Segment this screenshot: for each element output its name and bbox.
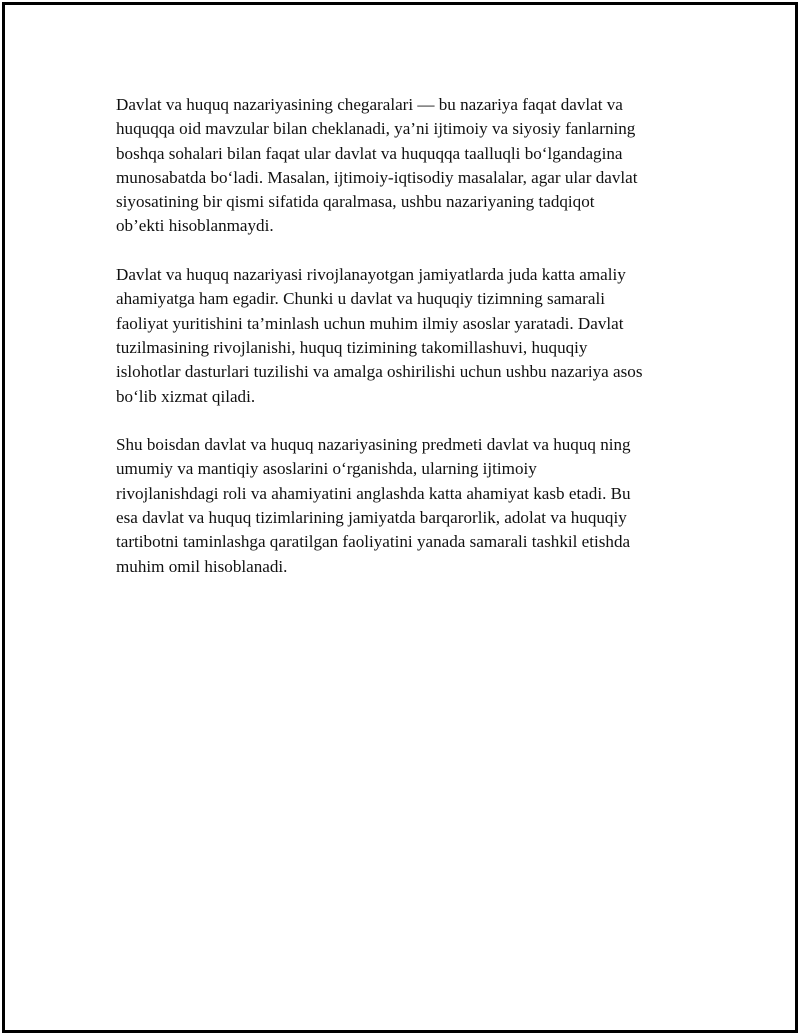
- text-line: munosabatda bo‘ladi. Masalan, ijtimoiy-iqtisodiy masalalar, agar ular davlat: [116, 167, 638, 187]
- text-line: rivojlanishdagi roli va ahamiyatini anglashda katta ahamiyat kasb etadi. Bu: [116, 483, 631, 503]
- text-line: tartibotni taminlashga qaratilgan faoliyatini yanada samarali tashkil etishda: [116, 532, 631, 552]
- text-line: siyosatining bir qismi sifatida qaralmasa, ushbu nazariyaning tadqiqot: [116, 192, 595, 212]
- paragraph-2: [116, 263, 686, 409]
- text-line: Davlat va huquq nazariyasi rivojlanayotgan jamiyatlarda juda katta amaliy: [116, 265, 626, 285]
- text-line: bo‘lib xizmat qiladi.: [116, 386, 256, 406]
- text-line: umumiy va mantiqiy asoslarini o‘rganishda, ularning ijtimoiy: [116, 459, 537, 479]
- text-line: tuzilmasining rivojlanishi, huquq tizimining takomillashuvi, huquqiy: [116, 337, 588, 357]
- paragraph-1: [116, 93, 686, 239]
- text-line: Shu boisdan davlat va huquq nazariyasining predmeti davlat va huquq ning: [116, 435, 631, 455]
- text-line: muhim omil hisoblanadi.: [116, 556, 288, 576]
- text-line: ahamiyatga ham egadir. Chunki u davlat va huquqiy tizimning samarali: [116, 289, 605, 309]
- text-line: ob’ekti hisoblanmaydi.: [116, 216, 274, 236]
- text-line: huquqqa oid mavzular bilan cheklanadi, ya’ni ijtimoiy va siyosiy fanlarning: [116, 119, 636, 139]
- paragraph-3: [116, 433, 686, 579]
- text-line: faoliyat yuritishini ta’minlash uchun muhim ilmiy asoslar yaratadi. Davlat: [116, 313, 624, 333]
- text-line: esa davlat va huquq tizimlarining jamiyatda barqarorlik, adolat va huquqiy: [116, 508, 627, 528]
- text-line: islohotlar dasturlari tuzilishi va amalga oshirilishi uchun ushbu nazariya asos: [116, 362, 643, 382]
- text-line: Davlat va huquq nazariyasining chegaralari — bu nazariya faqat davlat va: [116, 95, 623, 114]
- text-line: boshqa sohalari bilan faqat ular davlat va huquqqa taalluqli bo‘lgandagina: [116, 143, 623, 163]
- document-body: [116, 93, 686, 603]
